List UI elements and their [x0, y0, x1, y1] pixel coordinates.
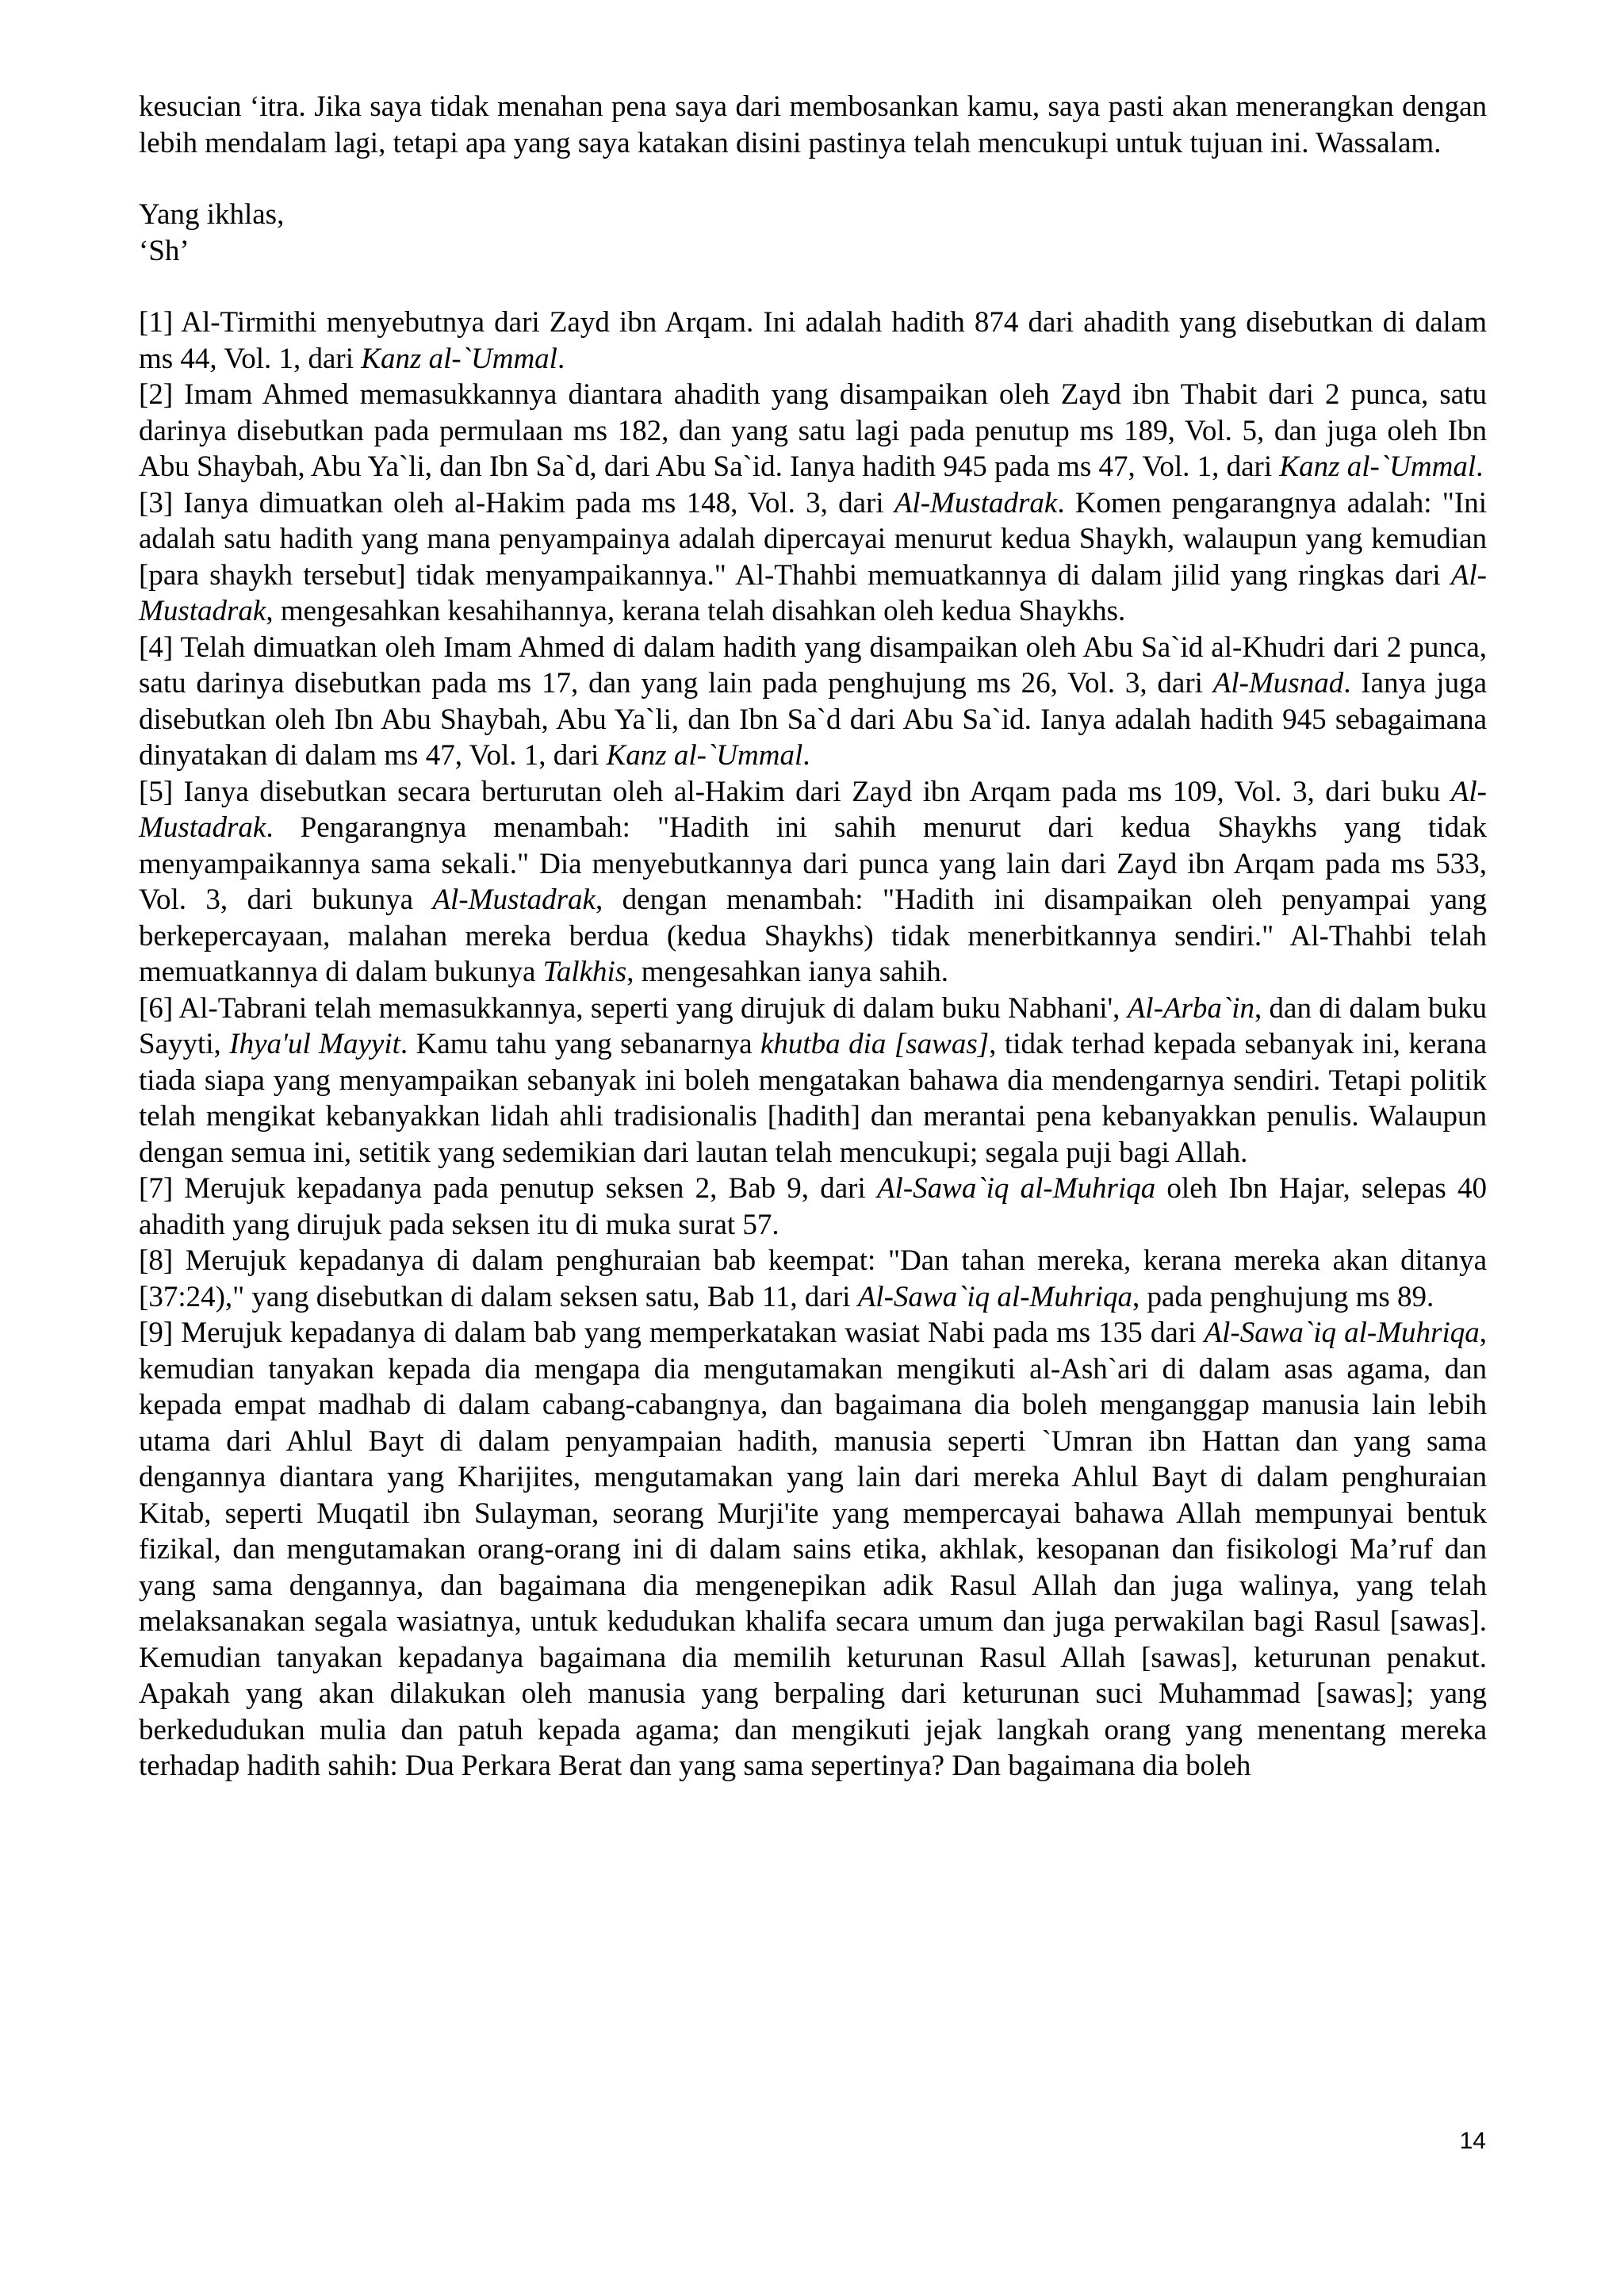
italic-title: Al-Sawa`iq al-Muhriqa	[1204, 1317, 1480, 1349]
footnote-text: [4] Telah dimuatkan oleh Imam Ahmed di dalam hadith yang disampaikan oleh Abu Sa`id al-Khudri dari 2 punca, satu darinya disebutkan pada ms 17, dan yang lain pada penghujung ms 26, Vol. 3, dari	[139, 631, 1487, 700]
signature: ‘Sh’	[139, 234, 190, 267]
footnote-text: . Pengarangnya menambah: "Hadith ini sahih menurut dari kedua Shaykhs yang tidak menyampaikannya sama sekali." Dia menyebutkannya dari punca yang lain dari Zayd ibn Arqam pada ms 533, Vol. 3, dari bukunya	[139, 811, 1487, 916]
italic-title: Kanz al-`Ummal	[1279, 450, 1477, 483]
footnote-4	[139, 630, 1487, 774]
footnote-text: [6] Al-Tabrani telah memasukkannya, seperti yang dirujuk di dalam buku Nabhani',	[139, 991, 1128, 1025]
footnote-text: , mengesahkan kesahihannya, kerana telah disahkan oleh kedua Shaykhs.	[266, 595, 1126, 627]
footnote-text: , kemudian tanyakan kepada dia mengapa dia mengutamakan mengikuti al-Ash`ari di dalam asas agama, dan kepada empat madhab di dalam cabang-cabangnya, dan bagaimana dia boleh menganggap manusia lain lebih utama dari Ahlul Bayt di dalam penyampaian hadith, manusia seperti `Umran ibn Hattan dan yang sama dengannya diantara yang Kharijites, mengutamakan yang lain dari mereka Ahlul Bayt di dalam penghuraian Kitab, seperti Muqatil ibn Sulayman, seorang Murji'ite yang mempercayai bahawa Allah mempunyai bentuk fizikal, dan mengutamakan orang-orang ini di dalam sains etika, akhlak, kesopanan dan fisikologi Ma’ruf dan yang sama dengannya, dan bagaimana dia mengenepikan adik Rasul Allah dan juga walinya, yang telah melaksanakan segala wasiatnya, untuk kedudukan khalifa secara umum dan juga perwakilan bagi Rasul [sawas]. Kemudian tanyakan kepadanya bagaimana dia memilih keturunan Rasul Allah [sawas], keturunan penakut. Apakah yang akan dilakukan oleh manusia yang berpaling dari keturunan suci Muhammad [sawas]; yang berkedudukan mulia dan patuh kepada agama; dan mengikuti jejak langkah orang yang menentang mereka terhadap hadith sahih: Dua Perkara Berat dan yang sama sepertinya? Dan bagaimana dia boleh	[139, 1317, 1487, 1782]
italic-title: Al-Sawa`iq al-Muhriqa	[857, 1280, 1133, 1313]
footnote-1	[139, 305, 1487, 377]
footnote-text: . Ianya juga disebutkan oleh Ibn Abu Shaybah, Abu Ya`li, dan Ibn Sa`d dari Abu Sa`id. Ianya adalah hadith 945 sebagaimana dinyatakan di dalam ms 47, Vol. 1, dari	[139, 667, 1487, 772]
footnote-text: , dan di dalam buku Sayyti,	[139, 991, 1488, 1060]
footnote-6	[139, 991, 1487, 1171]
footnote-text: . Komen pengarangnya adalah: "Ini adalah satu hadith yang mana penyampainya adalah dipercayai menurut kedua Shaykh, walaupun yang kemudian [para shaykh tersebut] tidak menyampaikannya." Al-Thahbi memuatkannya di dalam jilid yang ringkas dari	[139, 486, 1487, 592]
italic-title: khutba dia [sawas]	[760, 1028, 990, 1060]
italic-title: Al-Arba`in	[1127, 991, 1255, 1025]
italic-title: Kanz al-`Ummal	[606, 739, 803, 772]
salutation: Yang ikhlas,	[139, 198, 285, 231]
footnote-7	[139, 1171, 1487, 1243]
footnote-text: oleh Ibn Hajar, selepas 40 ahadith yang dirujuk pada seksen itu di muka surat 57.	[139, 1172, 1487, 1241]
italic-title: Talkhis	[542, 956, 627, 988]
italic-title: Al-Mustadrak	[432, 884, 596, 916]
italic-title: Kanz al-`Ummal	[361, 342, 557, 375]
footnote-text: , tidak terhad kepada sebanyak ini, kerana tiada siapa yang menyampaikan sebanyak ini boleh mengatakan bahawa dia mendengarnya sendiri. Tetapi politik telah mengikat kebanyakkan lidah ahli tradisionalis [hadith] dan merantai pena kebanyakkan penulis. Walaupun dengan semua ini, setitik yang sedemikian dari lautan telah mencukupi; segala puji bagi Allah.	[139, 1028, 1487, 1169]
italic-title: Al-Musnad	[1212, 667, 1344, 700]
footnote-text: [8] Merujuk kepadanya di dalam penghuraian bab keempat: "Dan tahan mereka, kerana mereka akan ditanya [37:24)," yang disebutkan di dalam seksen satu, Bab 11, dari	[139, 1244, 1487, 1313]
footnote-text: , pada penghujung ms 89.	[1132, 1280, 1434, 1313]
closing-paragraph: kesucian ‘itra. Jika saya tidak menahan pena saya dari membosankan kamu, saya pasti akan menerangkan dengan lebih mendalam lagi, tetapi apa yang saya katakan disini pastinya telah mencukupi untuk tujuan ini. Wassalam.	[139, 90, 1487, 159]
page-number: 14	[1459, 2128, 1486, 2154]
footnote-text: [9] Merujuk kepadanya di dalam bab yang memperkatakan wasiat Nabi pada ms 135 dari	[139, 1317, 1205, 1349]
footnote-5	[139, 774, 1487, 991]
footnote-text: .	[802, 739, 810, 772]
footnote-text: .	[557, 342, 565, 375]
italic-title: Al-Mustadrak	[139, 558, 1487, 627]
footnote-text: . Kamu tahu yang sebanarnya	[400, 1028, 760, 1060]
footnote-text: .	[1476, 450, 1484, 483]
footnote-text: [1] Al-Tirmithi menyebutnya dari Zayd ibn Arqam. Ini adalah hadith 874 dari ahadith yang disebutkan di dalam ms 44, Vol. 1, dari	[139, 306, 1487, 375]
italic-title: Al-Mustadrak	[139, 775, 1487, 844]
footnote-text: , dengan menambah: "Hadith ini disampaikan oleh penyampai yang berkepercayaan, malahan mereka berdua (kedua Shaykhs) tidak menerbitkannya sendiri." Al-Thahbi telah memuatkannya di dalam bukunya	[139, 884, 1487, 988]
footnote-9	[139, 1315, 1487, 1784]
footnote-8	[139, 1243, 1487, 1315]
footnote-text: [7] Merujuk kepadanya pada penutup seksen 2, Bab 9, dari	[139, 1172, 877, 1205]
footnote-text: [2] Imam Ahmed memasukkannya diantara ahadith yang disampaikan oleh Zayd ibn Thabit dari 2 punca, satu darinya disebutkan pada permulaan ms 182, dan yang satu lagi pada penutup ms 189, Vol. 5, dan juga oleh Ibn Abu Shaybah, Abu Ya`li, dan Ibn Sa`d, dari Abu Sa`id. Ianya hadith 945 pada ms 47, Vol. 1, dari	[139, 378, 1487, 483]
italic-title: Al-Sawa`iq al-Muhriqa	[876, 1172, 1156, 1205]
footnote-2	[139, 377, 1487, 485]
footnotes-section	[139, 305, 1487, 1784]
italic-title: Al-Mustadrak	[894, 486, 1058, 519]
footnote-text: , mengesahkan ianya sahih.	[626, 956, 949, 988]
footnote-text: [3] Ianya dimuatkan oleh al-Hakim pada ms 148, Vol. 3, dari	[139, 486, 894, 519]
italic-title: Ihya'ul Mayyit	[229, 1028, 400, 1060]
document-page	[139, 89, 1487, 1784]
footnote-3	[139, 485, 1487, 630]
footnote-text: [5] Ianya disebutkan secara berturutan oleh al-Hakim dari Zayd ibn Arqam pada ms 109, Vol. 3, dari buku	[139, 775, 1451, 808]
